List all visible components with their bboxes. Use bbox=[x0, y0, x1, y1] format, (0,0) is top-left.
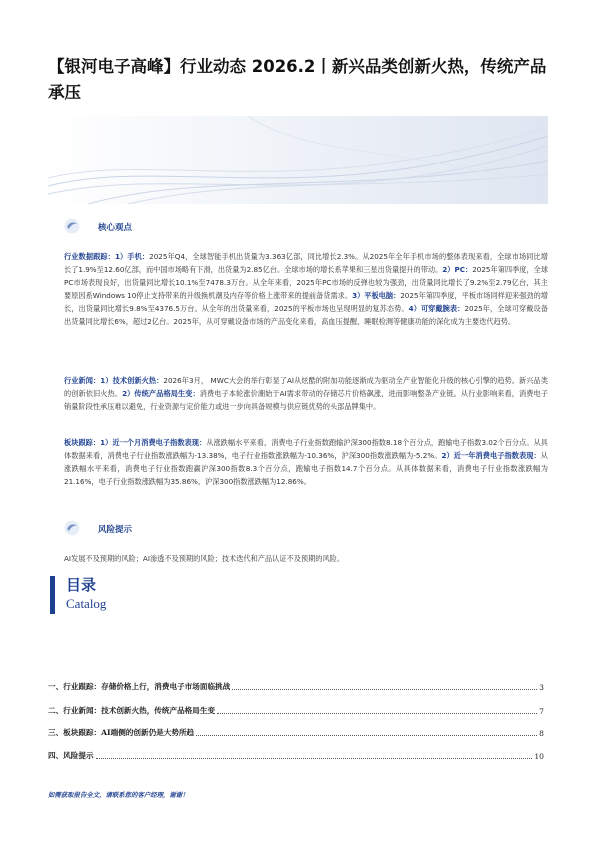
sector-tracking-lead: 板块跟踪： bbox=[64, 438, 101, 447]
decorative-banner bbox=[48, 116, 548, 204]
risk-heading: 风险提示 bbox=[98, 525, 133, 535]
toc-entry-page: 10 bbox=[534, 752, 544, 761]
toc-entry-page: 7 bbox=[539, 707, 544, 716]
toc-leader-dots bbox=[232, 689, 537, 690]
catalog-accent-bar bbox=[50, 576, 55, 614]
core-points-icon bbox=[64, 218, 80, 234]
toc-entry-label: 三、板块跟踪：AI端侧的创新仍是大势所趋 bbox=[48, 728, 195, 737]
wearable-label: 4）可穿戴腕表： bbox=[408, 304, 465, 313]
toc-entry-label: 一、行业跟踪：存储价格上行，消费电子市场面临挑战 bbox=[48, 682, 231, 691]
catalog-title: 目录 bbox=[66, 576, 97, 594]
toc-entry-label: 二、行业新闻：技术创新火热，传统产品格局生变 bbox=[48, 706, 216, 715]
toc-entry-page: 8 bbox=[539, 729, 544, 738]
toc-leader-dots bbox=[217, 713, 537, 714]
phone-text: 2025年Q4，全球智能手机出货量为3.363亿部，同比增长2.3%。从2025年全年手机市场的整体表现来看，全球市场同比增长了1.9%至12.60亿部，而中国市场略有下滑，出货量为2.85亿台。全球市场的增长系苹果和三星出货量提升的带动。 bbox=[64, 252, 548, 274]
core-points-heading: 核心观点 bbox=[98, 223, 133, 233]
wearable-text: 2025年，全球可穿戴设备出货量同比增长6%，超过2亿台。2025年，从可穿戴设备市场的产品变化来看，高血压提醒、睡眠检测等健康功能的深化成为主要迭代趋势。 bbox=[64, 304, 548, 326]
toc-leader-dots bbox=[96, 758, 533, 759]
toc-entry[interactable] bbox=[48, 680, 544, 692]
toc-leader-dots bbox=[196, 735, 537, 736]
tech-innovation-text: 2026年3月， MWC大会的举行彰显了AI从炫酷的附加功能逐渐成为驱动全产业智能化升级的核心引擎的趋势。新兴品类的创新依旧火热。 bbox=[64, 376, 548, 398]
month-index-label: 1）近一个月消费电子指数表现： bbox=[100, 438, 207, 447]
toc-entry-label: 四、风险提示 bbox=[48, 751, 94, 760]
toc-entry[interactable] bbox=[48, 749, 544, 761]
contact-footer: 如需获取报告全文，请联系您的客户经理，谢谢！ bbox=[48, 791, 189, 799]
toc-entry[interactable] bbox=[48, 726, 544, 738]
sector-tracking-paragraph bbox=[64, 436, 548, 488]
tablet-text: 2025年第四季度，平板市场同样迎来强劲的增长，出货量同比增长9.8%至4376.5万台。从全年的出货量来看，2025的平板市场也呈现明显的复苏态势。 bbox=[64, 291, 548, 313]
industry-news-lead: 行业新闻： bbox=[64, 376, 101, 385]
risk-warning-icon bbox=[64, 520, 80, 536]
pc-label: 2）PC： bbox=[442, 265, 473, 274]
catalog-subtitle: Catalog bbox=[66, 596, 107, 611]
traditional-products-label: 2）传统产品格局生变： bbox=[122, 389, 200, 398]
data-tracking-paragraph bbox=[64, 250, 548, 328]
tablet-label: 3）平板电脑： bbox=[352, 291, 401, 300]
month-index-text: 从涨跌幅水平来看，消费电子行业指数跑输沪深300指数8.18个百分点，跑输电子指数3.02个百分点。从具体数据来看，消费电子行业指数涨跌幅为-13.38%，电子行业指数涨跌幅为-10.36%，沪深300指数涨跌幅为-5.2%。 bbox=[64, 438, 548, 460]
phone-label: 1）手机： bbox=[114, 252, 150, 261]
tech-innovation-label: 1）技术创新火热： bbox=[100, 376, 164, 385]
traditional-products-text: 消费电子本轮涨价潮始于AI需求带动的存储芯片价格飙涨，进而影响整条产业链。从行业影响来看，消费电子销量阶段性承压难以避免，行业资源与定价能力或进一步向具备规模与供应链优势的头部品牌集中。 bbox=[64, 389, 548, 411]
page-title: 【银河电子高峰】行业动态 2026.2丨新兴品类创新火热，传统产品承压 bbox=[48, 57, 547, 102]
toc-entry[interactable] bbox=[48, 704, 544, 716]
risk-text: AI发展不及预期的风险；AI渗透不及预期的风险；技术迭代和产品认证不及预期的风险。 bbox=[64, 554, 345, 563]
year-index-text: 从涨跌幅水平来看，消费电子行业指数跑赢沪深300指数8.3个百分点，跑输电子指数14.7个百分点。从具体数据来看，消费电子行业指数涨跌幅为21.16%，电子行业指数涨跌幅为35.86%，沪深300指数涨跌幅为12.86%。 bbox=[64, 451, 548, 486]
pc-text: 2025年第四季度，全球PC市场表现良好，出货量同比增长10.1%至7478.3万台。从全年来看，2025年PC市场的反弹也较为强劲，出货量同比增长了9.2%至2.79亿台，其主要原因系Windows 10停止支持带来的升级换机潮及内存等价格上涨带来的提前备货需求。 bbox=[64, 265, 549, 300]
toc-entry-page: 3 bbox=[539, 683, 544, 692]
industry-news-paragraph bbox=[64, 374, 548, 413]
year-index-label: 2）近一年消费电子指数表现： bbox=[441, 451, 541, 460]
data-tracking-lead: 行业数据跟踪： bbox=[64, 252, 115, 261]
